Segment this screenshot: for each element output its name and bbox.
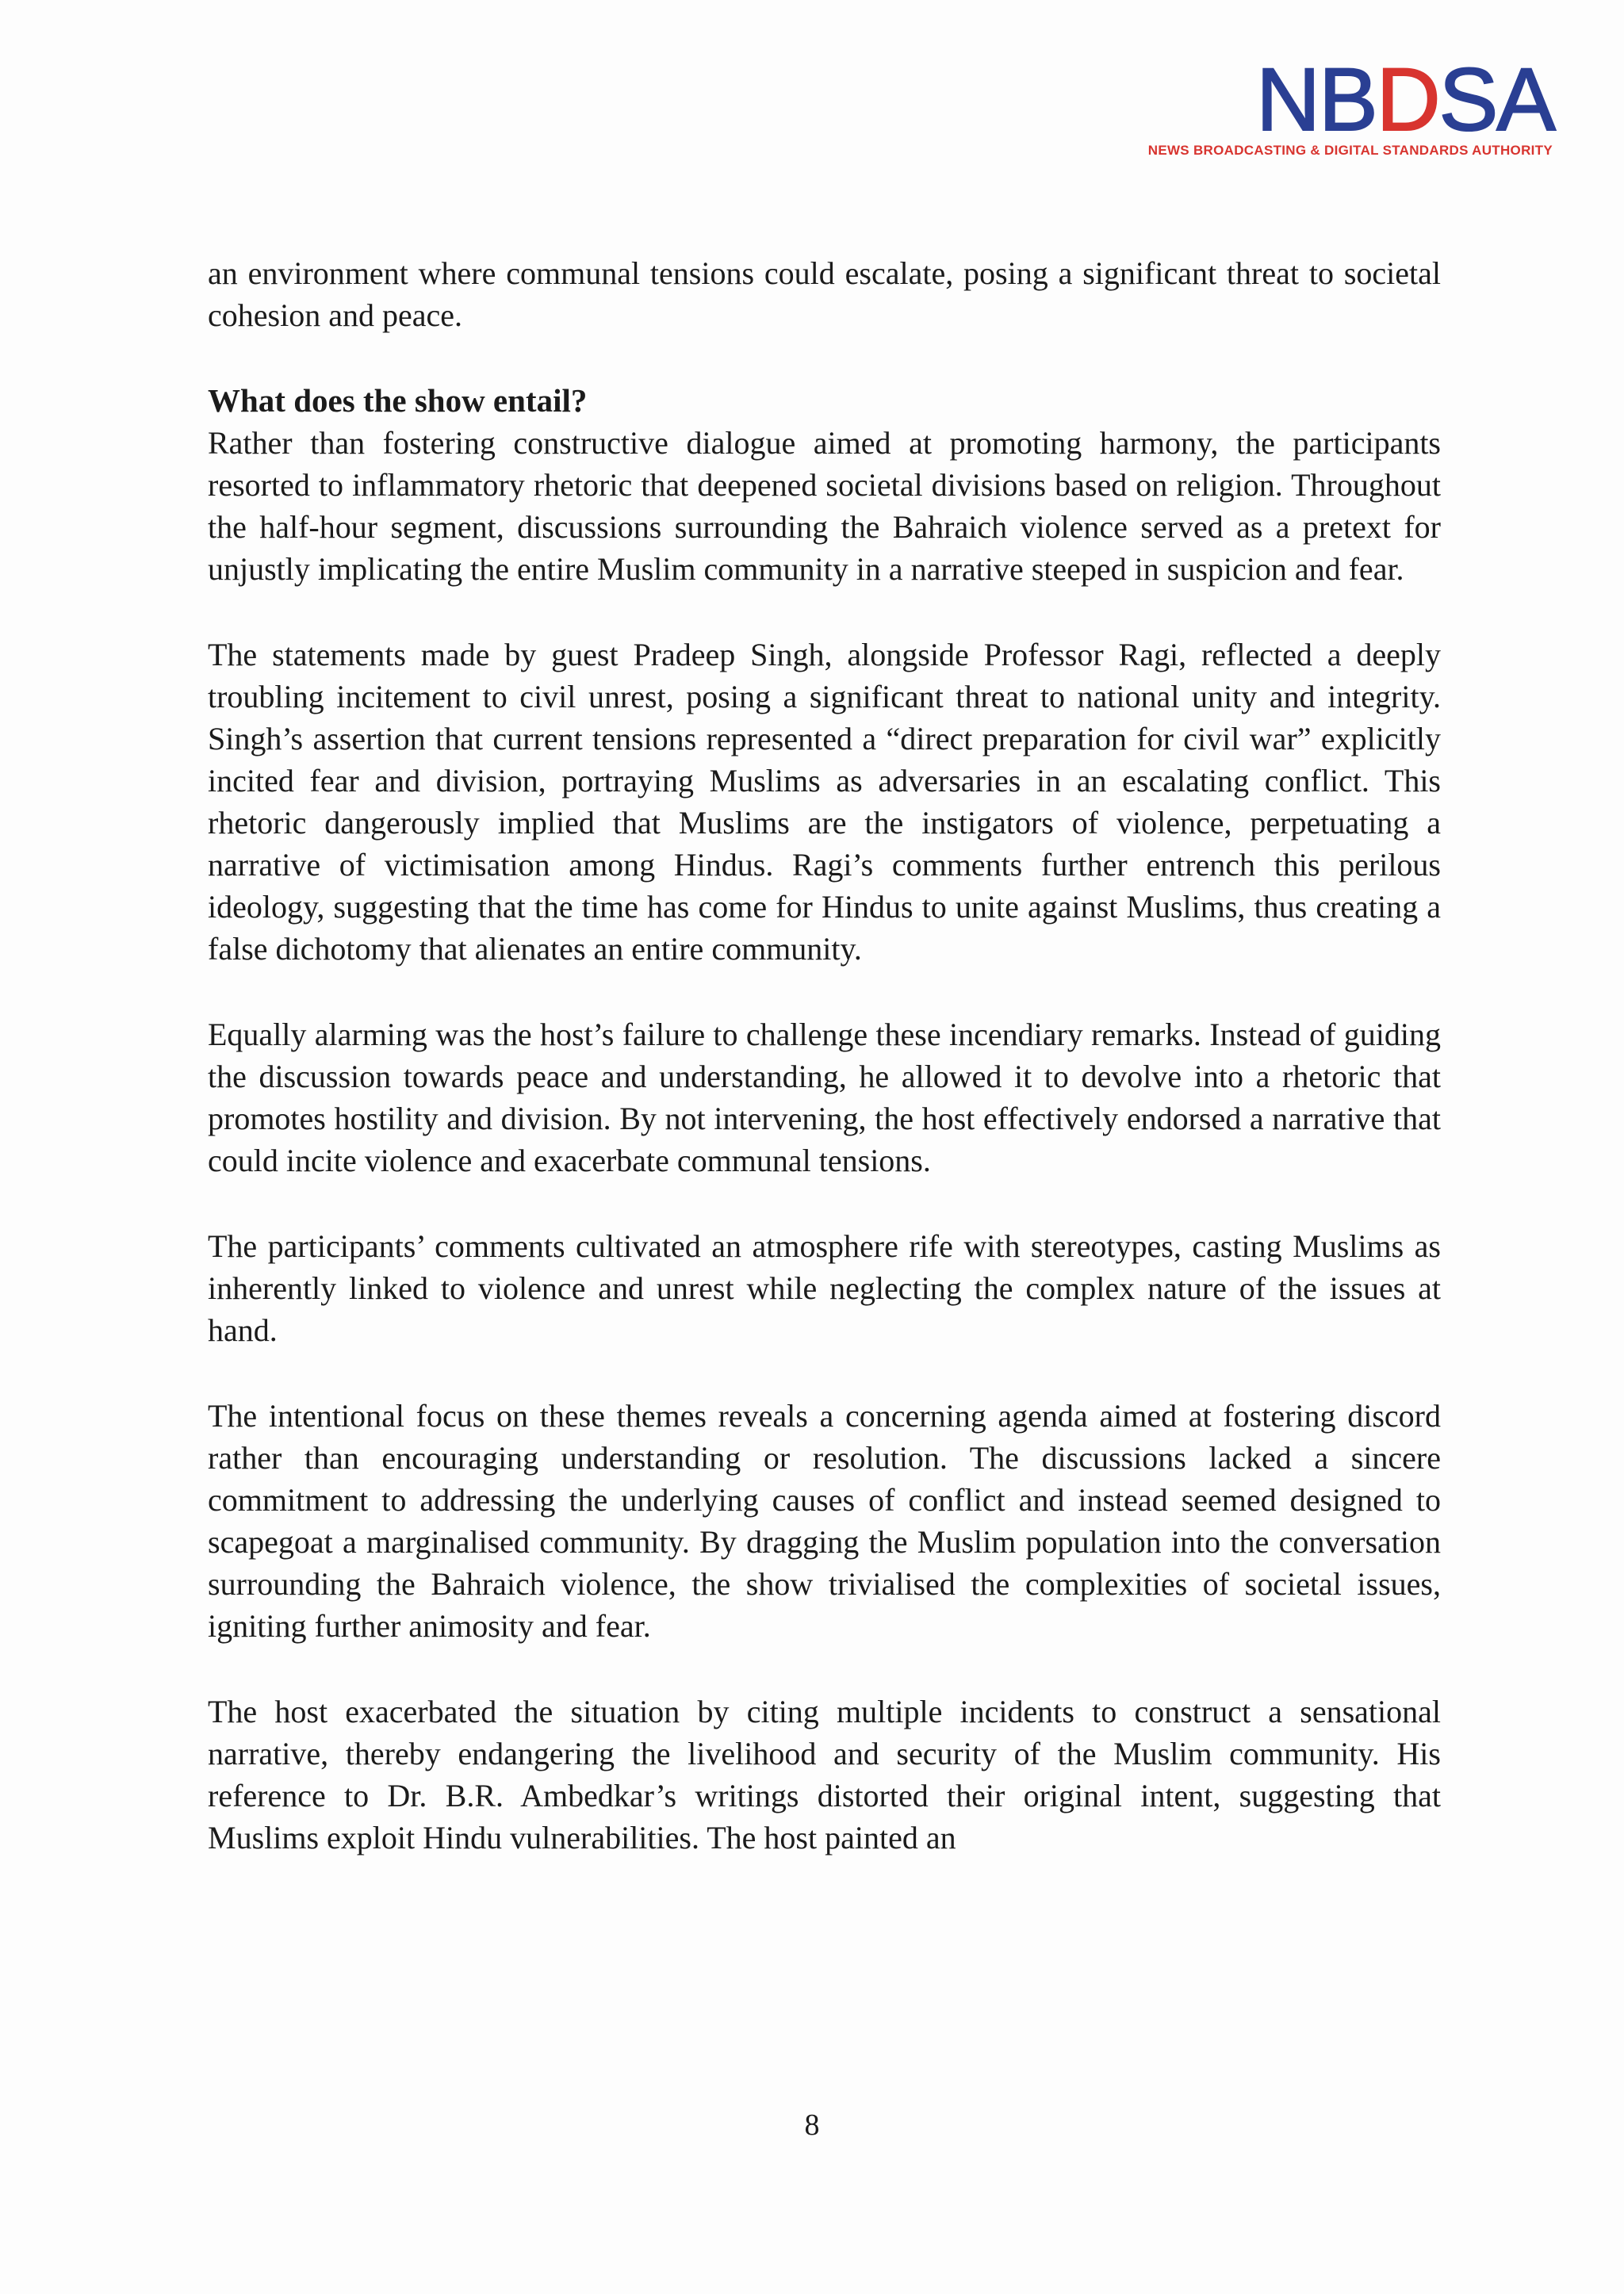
logo-subtitle: NEWS BROADCASTING & DIGITAL STANDARDS AUTHORITY	[1147, 143, 1553, 158]
body-paragraph: The host exacerbated the situation by citing multiple incidents to construct a sensational narrative, thereby endangering the livelihood and security of the Muslim community. His reference to Dr. B.R. Ambedkar’s writings distorted their original intent, suggesting that Muslims exploit Hindu vulnerabilities. The host painted an	[208, 1694, 1441, 1855]
body-paragraph: The participants’ comments cultivated an atmosphere rife with stereotypes, casting Muslims as inherently linked to violence and unrest while neglecting the complex nature of the issues at hand.	[208, 1228, 1441, 1348]
body-paragraph: Equally alarming was the host’s failure to challenge these incendiary remarks. Instead of guiding the discussion towards peace and understanding, he allowed it to devolve into a rhetoric that promotes hostility and division. By not intervening, the host effectively endorsed a narrative that could incite violence and exacerbate communal tensions.	[208, 1017, 1441, 1178]
logo-wordmark	[1256, 50, 1554, 149]
body-paragraph: Rather than fostering constructive dialogue aimed at promoting harmony, the participants resorted to inflammatory rhetoric that deepened societal divisions based on religion. Throughout the half-hour segment, discussions surrounding the Bahraich violence served as a pretext for unjustly implicating the entire Muslim community in a narrative steeped in suspicion and fear.	[208, 425, 1441, 587]
intro-paragraph: an environment where communal tensions could escalate, posing a significant threat to societal cohesion and peace.	[208, 255, 1441, 333]
body-paragraph: The intentional focus on these themes reveals a concerning agenda aimed at fostering discord rather than encouraging understanding or resolution. The discussions lacked a sincere commitment to addressing the underlying causes of conflict and instead seemed designed to scapegoat a marginalised community. By dragging the Muslim population into the conversation surrounding the Bahraich violence, the show trivialised the complexities of societal issues, igniting further animosity and fear.	[208, 1398, 1441, 1644]
page-body	[208, 252, 1441, 1902]
body-paragraph: The statements made by guest Pradeep Singh, alongside Professor Ragi, reflected a deeply troubling incitement to civil unrest, posing a significant threat to national unity and integrity. Singh’s assertion that current tensions represented a “direct preparation for civil war” explicitly incited fear and division, portraying Muslims as adversaries in an escalating conflict. This rhetoric dangerously implied that Muslims are the instigators of violence, perpetuating a narrative of victimisation among Hindus. Ragi’s comments further entrench this perilous ideology, suggesting that the time has come for Hindus to unite against Muslims, thus creating a false dichotomy that alienates an entire community.	[208, 637, 1441, 967]
page-number: 8	[804, 2108, 820, 2142]
section-heading: What does the show entail?	[208, 382, 588, 419]
logo-letters-nb: NB	[1256, 50, 1377, 149]
logo-letters-sa: SA	[1438, 50, 1554, 149]
nbdsa-logo	[1142, 50, 1554, 167]
logo-letter-d: D	[1376, 50, 1439, 149]
